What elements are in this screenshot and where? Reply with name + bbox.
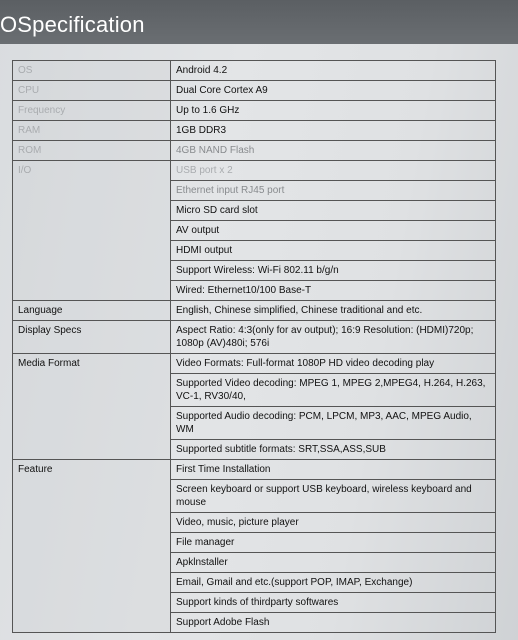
spec-value: Micro SD card slot <box>171 201 496 221</box>
spec-value: Supported Audio decoding: PCM, LPCM, MP3, AAC, MPEG Audio, WM <box>171 407 496 440</box>
spec-value: Video Formats: Full-format 1080P HD video decoding play <box>171 354 496 374</box>
spec-label: ROM <box>13 141 171 161</box>
spec-value: Ethernet input RJ45 port <box>171 181 496 201</box>
table-row <box>13 321 496 354</box>
spec-value: Supported subtitle formats: SRT,SSA,ASS,SUB <box>171 440 496 460</box>
spec-value: Aspect Ratio: 4:3(only for av output); 16:9 Resolution: (HDMI)720p; 1080p (AV)480i; 576i <box>171 321 496 354</box>
spec-value: HDMI output <box>171 241 496 261</box>
section-title: OSpecification <box>0 12 145 37</box>
table-row <box>13 61 496 81</box>
spec-label: CPU <box>13 81 171 101</box>
spec-value: 4GB NAND Flash <box>171 141 496 161</box>
spec-label: I/O <box>13 161 171 301</box>
spec-value: First Time Installation <box>171 460 496 480</box>
spec-value: Support Adobe Flash <box>171 613 496 633</box>
table-row <box>13 460 496 480</box>
table-row <box>13 101 496 121</box>
spec-value: English, Chinese simplified, Chinese traditional and etc. <box>171 301 496 321</box>
spec-value: USB port x 2 <box>171 161 496 181</box>
table-row <box>13 141 496 161</box>
spec-value: File manager <box>171 533 496 553</box>
spec-value: Android 4.2 <box>171 61 496 81</box>
spec-value: AV output <box>171 221 496 241</box>
table-row <box>13 121 496 141</box>
spec-label: Media Format <box>13 354 171 460</box>
spec-value: Screen keyboard or support USB keyboard, wireless keyboard and mouse <box>171 480 496 513</box>
spec-value: 1GB DDR3 <box>171 121 496 141</box>
spec-label: Feature <box>13 460 171 633</box>
spec-value: Support Wireless: Wi-Fi 802.11 b/g/n <box>171 261 496 281</box>
spec-label: Language <box>13 301 171 321</box>
spec-value: Up to 1.6 GHz <box>171 101 496 121</box>
spec-value: Wired: Ethernet10/100 Base-T <box>171 281 496 301</box>
spec-label: OS <box>13 61 171 81</box>
table-row <box>13 301 496 321</box>
specification-table <box>12 60 496 633</box>
table-row <box>13 81 496 101</box>
spec-value: Dual Core Cortex A9 <box>171 81 496 101</box>
spec-label: Display Specs <box>13 321 171 354</box>
spec-value: Email, Gmail and etc.(support POP, IMAP, Exchange) <box>171 573 496 593</box>
table-row <box>13 161 496 181</box>
spec-label: Frequency <box>13 101 171 121</box>
spec-value: Video, music, picture player <box>171 513 496 533</box>
spec-label: RAM <box>13 121 171 141</box>
spec-value: Apklnstaller <box>171 553 496 573</box>
table-row <box>13 354 496 374</box>
spec-value: Support kinds of thirdparty softwares <box>171 593 496 613</box>
spec-value: Supported Video decoding: MPEG 1, MPEG 2,MPEG4, H.264, H.263, VC-1, RV30/40, <box>171 374 496 407</box>
section-header-bar <box>0 0 518 44</box>
